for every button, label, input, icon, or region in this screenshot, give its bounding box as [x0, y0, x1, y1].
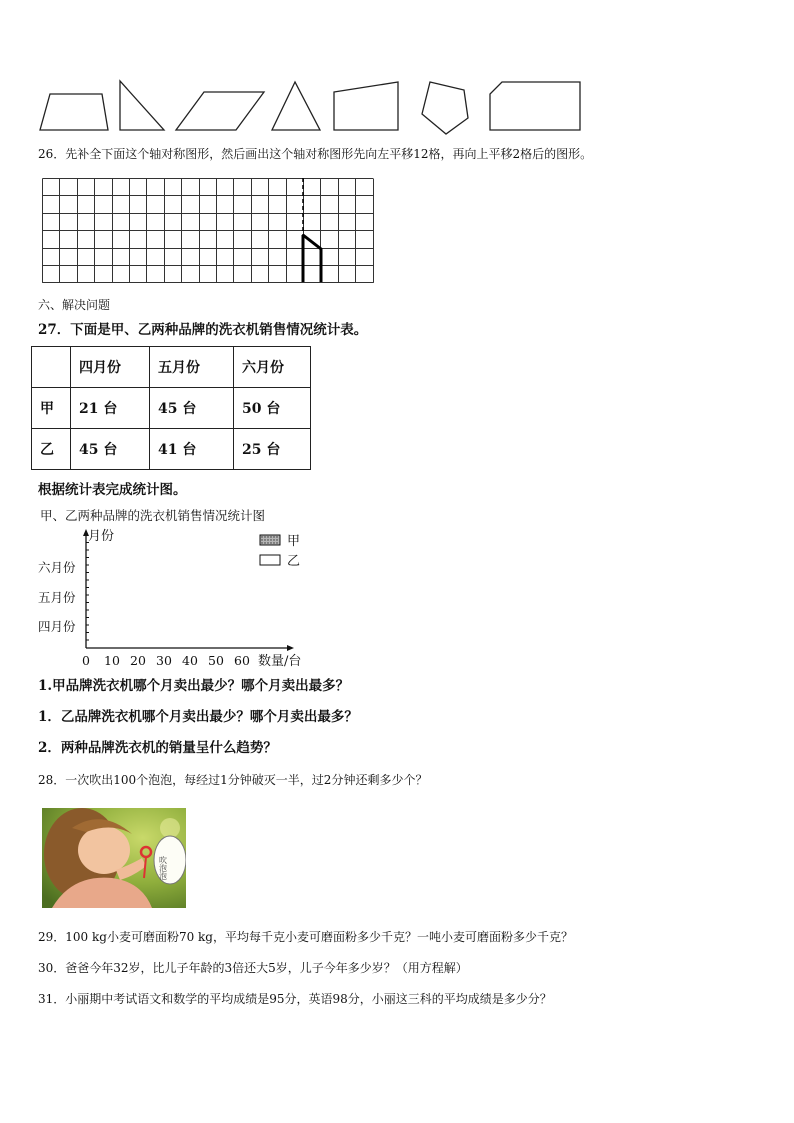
legend-swatch-dot — [276, 542, 277, 543]
question-27-sub-1: 1.甲品牌洗衣机哪个月卖出最少？哪个月卖出最多？ — [38, 678, 350, 694]
table-row — [32, 388, 311, 429]
question-28: 28．一次吹出100个泡泡，每经过1分钟破灭一半，过2分钟还剩多少个？ — [38, 773, 428, 787]
legend-swatch-dot — [276, 539, 277, 540]
legend-swatch — [260, 555, 280, 565]
chart-category-labels — [38, 560, 76, 634]
legend-label: 乙 — [287, 554, 301, 569]
chart-instruction: 根据统计表完成统计图。 — [38, 482, 187, 498]
x-tick-label: 0 — [82, 653, 90, 668]
legend-swatch-dot — [264, 539, 265, 540]
table-cell: 41 台 — [150, 429, 234, 470]
table-cell: 乙 — [32, 429, 71, 470]
question-31: 31．小丽期中考试语文和数学的平均成绩是95分，英语98分，小丽这三科的平均成绩是多少分？ — [38, 992, 552, 1006]
table-header-cell: 四月份 — [71, 347, 150, 388]
x-axis-label: 数量/台 — [258, 654, 302, 669]
chart-title: 甲、乙两种品牌的洗衣机销售情况统计图 — [40, 508, 266, 523]
legend-swatch-dot — [264, 542, 265, 543]
bubble-girl-photo — [42, 808, 186, 908]
legend-swatch-dot — [261, 542, 262, 543]
quadrilateral-shape — [334, 82, 398, 130]
chart-axes — [83, 529, 294, 651]
shapes-row — [36, 76, 586, 136]
legend-swatch-dot — [273, 542, 274, 543]
legend-swatch-dot — [267, 539, 268, 540]
legend-swatch-dot — [270, 536, 271, 537]
chart-legend — [260, 534, 300, 569]
table-header-cell: 五月份 — [150, 347, 234, 388]
x-tick-label: 30 — [156, 653, 172, 668]
parallelogram-shape — [176, 92, 264, 130]
sales-bar-chart — [36, 505, 326, 671]
legend-swatch-dot — [261, 539, 262, 540]
legend-swatch-dot — [270, 542, 271, 543]
half-figure — [303, 235, 321, 282]
legend-swatch-dot — [261, 536, 262, 537]
table-cell — [32, 347, 71, 388]
table-header-cell: 六月份 — [234, 347, 311, 388]
photo-illustration — [42, 808, 186, 908]
right-triangle-shape — [120, 81, 164, 130]
x-axis-arrow — [287, 645, 294, 651]
legend-label: 甲 — [287, 534, 301, 549]
y-category-label: 四月份 — [38, 619, 76, 634]
question-29: 29．100 kg小麦可磨面粉70 kg，平均每千克小麦可磨面粉多少千克？一吨小麦可磨面粉多少千克？ — [38, 930, 573, 944]
legend-swatch-dot — [267, 536, 268, 537]
symmetry-grid — [42, 178, 376, 286]
y-category-label: 五月份 — [38, 590, 76, 605]
photo-caption: 吹泡泡 — [158, 856, 168, 880]
trapezoid-shape — [40, 94, 108, 130]
table-cell: 45 台 — [150, 388, 234, 429]
question-27: 27．下面是甲、乙两种品牌的洗衣机销售情况统计表。 — [38, 322, 368, 338]
sales-stats-table — [31, 346, 311, 470]
table-cell: 25 台 — [234, 429, 311, 470]
legend-swatch-dot — [276, 536, 277, 537]
table-cell: 45 台 — [71, 429, 150, 470]
x-tick-label: 60 — [234, 653, 250, 668]
legend-swatch-dot — [270, 539, 271, 540]
table-row — [32, 429, 311, 470]
question-26: 26．先补全下面这个轴对称图形，然后画出这个轴对称图形先向左平移12格，再向上平移2格后的图形。 — [38, 147, 593, 161]
legend-swatch-dot — [264, 536, 265, 537]
legend-swatch-dot — [267, 542, 268, 543]
table-cell: 甲 — [32, 388, 71, 429]
y-category-label: 六月份 — [38, 560, 76, 575]
table-cell: 50 台 — [234, 388, 311, 429]
pentagon-shape — [422, 82, 468, 134]
table-header-row — [32, 347, 311, 388]
table-cell: 21 台 — [71, 388, 150, 429]
legend-swatch-dot — [273, 536, 274, 537]
legend-swatch-dot — [273, 539, 274, 540]
section-6-title: 六、解决问题 — [38, 298, 111, 312]
chart-x-ticks — [82, 653, 250, 668]
x-tick-label: 10 — [104, 653, 120, 668]
x-tick-label: 40 — [182, 653, 198, 668]
triangle-shape — [272, 82, 320, 130]
question-30: 30．爸爸今年32岁，比儿子年龄的3倍还大5岁，儿子今年多少岁？（用方程解） — [38, 961, 468, 975]
x-tick-label: 20 — [130, 653, 146, 668]
cut-corner-rectangle-shape — [490, 82, 580, 130]
x-tick-label: 50 — [208, 653, 224, 668]
y-axis-label: 月份 — [88, 529, 115, 544]
question-27-sub-2: 1．乙品牌洗衣机哪个月卖出最少？哪个月卖出最多？ — [38, 709, 358, 725]
question-27-sub-3: 2．两种品牌洗衣机的销量呈什么趋势？ — [38, 740, 277, 756]
